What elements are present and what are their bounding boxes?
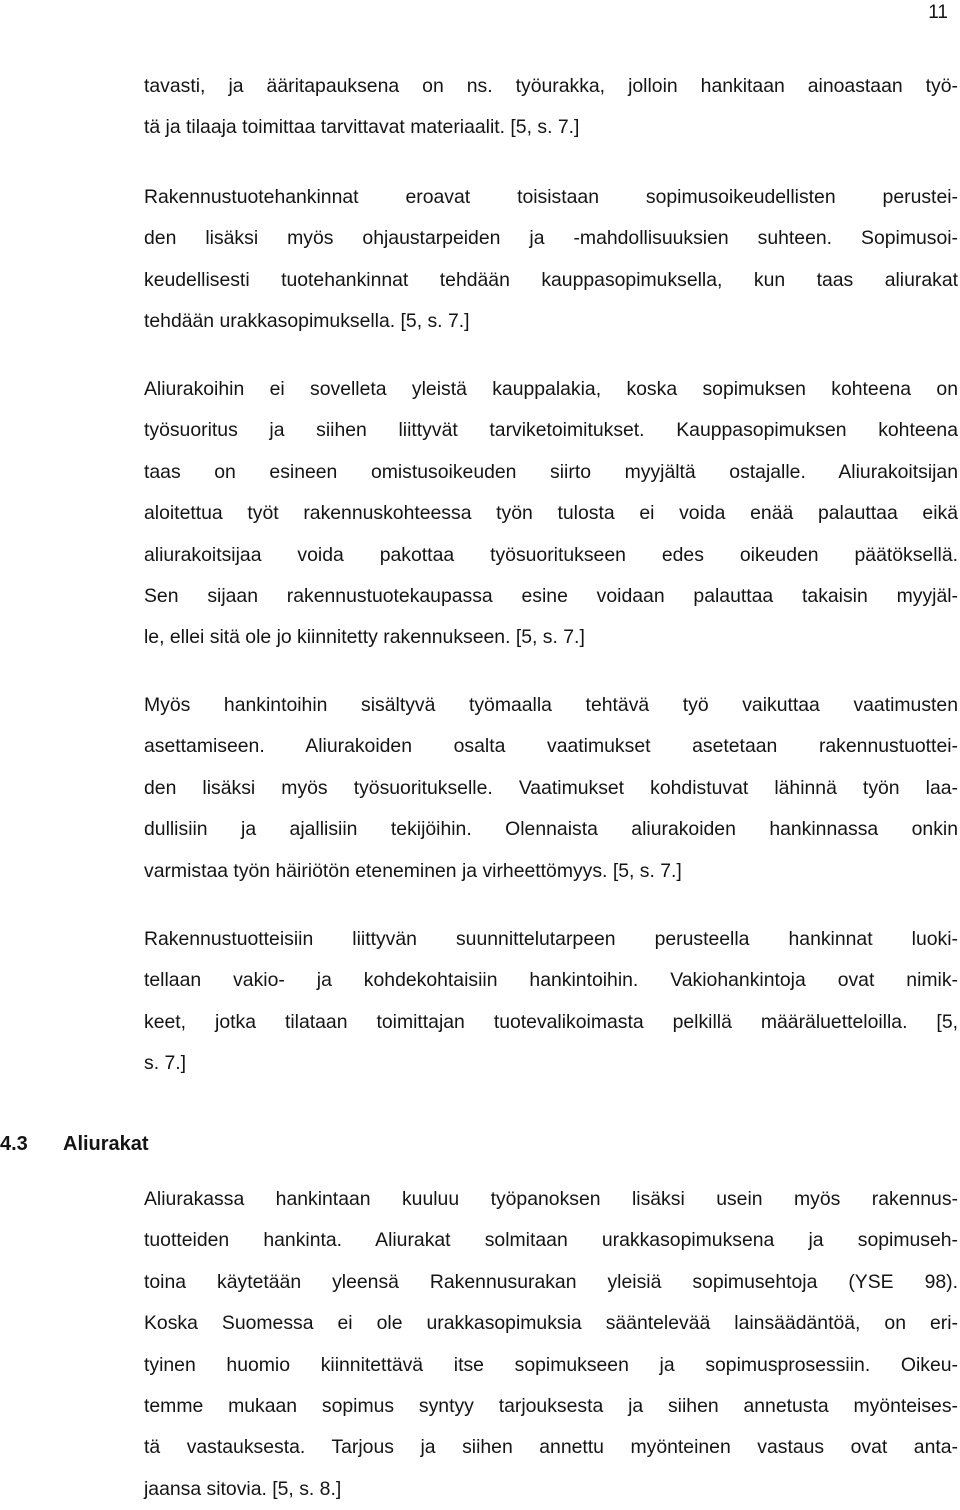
text-line: temme mukaan sopimus syntyy tarjouksesta ja siihen annetusta myönteises- xyxy=(144,1394,958,1417)
text-line: tavasti, ja ääritapauksena on ns. työurakka, jolloin hankitaan ainoastaan työ- xyxy=(144,75,958,97)
text-line: toina käytetään yleensä Rakennusurakan yleisiä sopimusehtoja (YSE 98). xyxy=(144,1270,958,1293)
text-line: tä ja tilaaja toimittaa tarvittavat materiaalit. [5, s. 7.] xyxy=(144,116,580,139)
text-line: Rakennustuotehankinnat eroavat toisistaan sopimusoikeudellisten perustei- xyxy=(144,186,958,208)
text-line: varmistaa työn häiriötön eteneminen ja virheettömyys. [5, s. 7.] xyxy=(144,859,682,882)
text-line: työsuoritus ja siihen liittyvät tarviketoimitukset. Kauppasopimuksen kohteena xyxy=(144,419,958,442)
section-number: 4.3 xyxy=(0,1133,28,1155)
text-line: aloitettua työt rakennuskohteessa työn tulosta ei voida enää palauttaa eikä xyxy=(144,502,958,525)
paragraph xyxy=(144,369,958,659)
text-line: tuotteiden hankinta. Aliurakat solmitaan urakkasopimuksena ja sopimuseh- xyxy=(144,1229,958,1252)
text-line: den lisäksi myös työsuoritukselle. Vaatimukset kohdistuvat lähinnä työn laa- xyxy=(144,776,958,799)
text-line: Koska Suomessa ei ole urakkasopimuksia sääntelevää lainsäädäntöä, on eri- xyxy=(144,1312,958,1335)
paragraph xyxy=(144,685,958,892)
text-line: Aliurakassa hankintaan kuuluu työpanoksen lisäksi usein myös rakennus- xyxy=(144,1188,958,1210)
text-line: dullisiin ja ajallisiin tekijöihin. Olennaista aliurakoiden hankinnassa onkin xyxy=(144,818,958,841)
paragraph xyxy=(144,1179,958,1510)
text-line: jaansa sitovia. [5, s. 8.] xyxy=(144,1477,342,1500)
text-line: Rakennustuotteisiin liittyvän suunnittelutarpeen perusteella hankinnat luoki- xyxy=(144,928,958,950)
section-title: Aliurakat xyxy=(63,1133,149,1155)
text-line: le, ellei sitä ole jo kiinnitetty rakennukseen. [5, s. 7.] xyxy=(144,626,585,649)
page-number: 11 xyxy=(928,2,948,23)
text-line: aliurakoitsijaa voida pakottaa työsuoritukseen edes oikeuden päätöksellä. xyxy=(144,543,958,566)
text-line: Sen sijaan rakennustuotekaupassa esine voidaan palauttaa takaisin myyjäl- xyxy=(144,584,958,607)
text-line: keudellisesti tuotehankinnat tehdään kauppasopimuksella, kun taas aliurakat xyxy=(144,268,958,291)
text-line: taas on esineen omistusoikeuden siirto myyjältä ostajalle. Aliurakoitsijan xyxy=(144,460,958,483)
text-line: den lisäksi myös ohjaustarpeiden ja -mahdollisuuksien suhteen. Sopimusoi- xyxy=(144,227,958,250)
text-line: Myös hankintoihin sisältyvä työmaalla tehtävä työ vaikuttaa vaatimusten xyxy=(144,694,958,716)
text-line: tä vastauksesta. Tarjous ja siihen annettu myönteinen vastaus ovat anta- xyxy=(144,1436,958,1459)
text-line: tellaan vakio- ja kohdekohtaisiin hankintoihin. Vakiohankintoja ovat nimik- xyxy=(144,969,958,992)
text-line: Aliurakoihin ei sovelleta yleistä kauppalakia, koska sopimuksen kohteena on xyxy=(144,378,958,400)
text-line: s. 7.] xyxy=(144,1052,187,1075)
text-line: keet, jotka tilataan toimittajan tuotevalikoimasta pelkillä määräluetteloilla. [5, xyxy=(144,1010,958,1033)
section-heading xyxy=(0,1124,149,1165)
text-line: asettamiseen. Aliurakoiden osalta vaatimukset asetetaan rakennustuottei- xyxy=(144,735,958,758)
paragraph xyxy=(144,177,958,343)
text-line: tehdään urakkasopimuksella. [5, s. 7.] xyxy=(144,310,470,333)
paragraph xyxy=(144,66,958,149)
text-line: tyinen huomio kiinnitettävä itse sopimukseen ja sopimusprosessiin. Oikeu- xyxy=(144,1353,958,1376)
paragraph xyxy=(144,919,958,1085)
